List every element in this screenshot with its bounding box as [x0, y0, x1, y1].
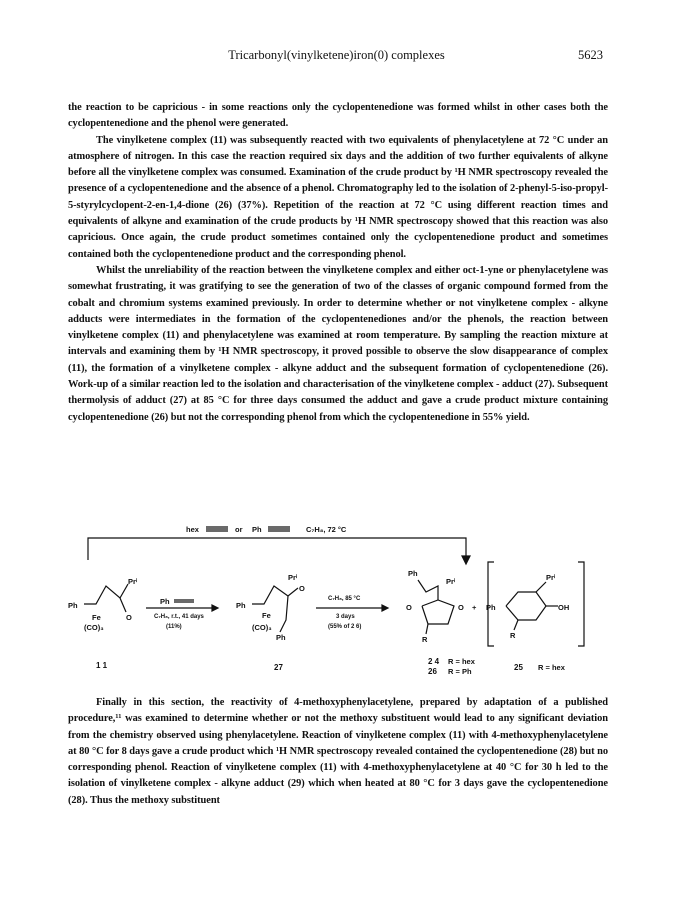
plus-sign: + — [472, 603, 477, 612]
r-hex-label-25: R = hex — [538, 663, 565, 672]
running-title: Tricarbonyl(vinylketene)iron(0) complexes — [228, 48, 445, 62]
step1-reagent: Ph — [160, 597, 170, 606]
atom-o: O — [406, 603, 412, 612]
atom-pr: Prⁱ — [288, 573, 298, 582]
compound-25: 25 — [514, 663, 523, 672]
atom-co3: (CO)₃ — [252, 623, 272, 632]
step2-time: 3 days — [336, 614, 355, 620]
paragraph: Whilst the unreliability of the reaction between the vinylketene complex and either oct-1-yne or phenylacetylene was somewhat frustrating, it was gratifying to see the generation of two of the classes of organic compound formed from the cobalt and chromium systems examined previously. In order to determine whether or not vinylketene complex - alkyne adducts were intermediates in the formation of the cyclopentenediones and/or the phenols, the reaction between vinylketene complex (11) and phenylacetylene was examined at room temperature. By sampling the reaction mixture at intervals and examining them by ¹H NMR spectroscopy, it proved possible to observe the slow disappearance of complex (11), the formation of a vinylketene complex - alkyne adduct and the subsequent formation of cyclopentenedione (26). Work-up of a similar reaction led to the isolation and characterisation of the vinylketene complex - adduct (27). Subsequent thermolysis of adduct (27) at 85 °C for three days consumed the adduct and gave a crude product mixture containing cyclopentenedione (26) but not the corresponding phenol from which the cyclopentenedione in 55% yield. — [68, 264, 608, 423]
bond — [418, 580, 438, 600]
atom-o: O — [126, 613, 132, 622]
atom-ph: Ph — [408, 569, 418, 578]
step1-yield: (11%) — [166, 624, 182, 630]
reaction-scheme — [66, 522, 606, 682]
bypass-arrow — [88, 538, 466, 560]
reagent-or: or — [235, 525, 243, 534]
arrowhead — [212, 605, 218, 611]
compound-24: 2 4 — [428, 657, 440, 666]
paragraph: the reaction to be capricious - in some reactions only the cyclopentenedione was formed whilst in other cases both the cyclopentenedione and the phenol were generated. — [68, 102, 608, 130]
atom-pr: Prⁱ — [546, 573, 556, 582]
body-text-bottom — [68, 695, 608, 809]
ring-bond — [422, 600, 454, 624]
paragraph: Finally in this section, the reactivity of 4-methoxyphenylacetylene, prepared by adaptation of a published procedure,¹¹ was examined to determine whether or not the methoxy substituent would lead to any significant deviation from the chemistry observed using phenylacetylene. Reaction of vinylketene complex (11) with 4-methoxyphenylacetylene at 80 °C for 8 days gave a crude product which ¹H NMR spectroscopy revealed contained the cyclopentenedione (28) but no corresponding phenol. Reaction of vinylketene complex (11) with 4-methoxyphenylacetylene at 40 °C for 30 h led to the isolation of vinylketene complex - alkyne adduct (29) which when heated at 80 °C for 3 days gave the cyclopentenedione (28). Thus the methoxy substituent — [68, 697, 608, 806]
atom-r: R — [510, 631, 516, 640]
bond — [252, 586, 298, 604]
arrowhead — [382, 605, 388, 611]
bond — [514, 620, 518, 630]
atom-ph: Ph — [276, 633, 286, 642]
arrowhead — [462, 556, 470, 564]
atom-pr: Prⁱ — [128, 577, 138, 586]
atom-fe: Fe — [262, 611, 271, 620]
bond — [426, 624, 428, 634]
benzene-ring — [506, 592, 546, 620]
atom-o: O — [458, 603, 464, 612]
top-conditions: C₇H₈, 72 °C — [306, 525, 347, 534]
step1-conditions: C₇H₈, r.t., 41 days — [154, 614, 204, 620]
bond — [120, 598, 126, 612]
atom-ph: Ph — [236, 601, 246, 610]
step2-yield: (55% of 2 6) — [328, 624, 362, 630]
page-header — [0, 48, 673, 68]
atom-ph: Ph — [486, 603, 496, 612]
step2-conditions: C₇H₈, 85 °C — [328, 596, 361, 602]
compound-27: 27 — [274, 663, 283, 672]
compound-11: 1 1 — [96, 661, 108, 670]
atom-o: O — [299, 584, 305, 593]
reagent-ph: Ph — [252, 525, 262, 534]
bracket-right — [578, 562, 584, 646]
r-ph-label: R = Ph — [448, 667, 472, 676]
atom-co3: (CO)₃ — [84, 623, 104, 632]
reagent-hex: hex — [186, 525, 199, 534]
atom-r: R — [422, 635, 428, 644]
atom-pr: Prⁱ — [446, 577, 456, 586]
bond — [280, 596, 288, 632]
bond — [536, 582, 546, 592]
atom-oh: OH — [558, 603, 570, 612]
atom-fe: Fe — [92, 613, 101, 622]
paragraph: The vinylketene complex (11) was subsequently reacted with two equivalents of phenylacetylene at 72 °C under an atmosphere of nitrogen. In this case the reaction required six days and the addition of two further equivalents of alkyne before all the vinylketene complex was consumed. Examination of the crude product by ¹H NMR spectroscopy revealed the presence of a cyclopentenedione and the absence of a phenol. Chromatography led to the isolation of 2-phenyl-5-iso-propyl-5-styrylcyclopent-2-en-1,4-dione (26) (37%). Repetition of the reaction at 72 °C using different reaction times and equivalents of alkyne and examination of the crude products by ¹H NMR spectroscopy showed that this reaction was also capricious. Once again, the crude product sometimes contained only the cyclopentenedione product and sometimes contained both the cyclopentenedione product and the corresponding phenol. — [68, 134, 608, 260]
compound-26: 26 — [428, 667, 437, 676]
body-text-top — [68, 100, 608, 426]
r-hex-label: R = hex — [448, 657, 475, 666]
atom-ph: Ph — [68, 601, 78, 610]
page-number: 5623 — [578, 48, 603, 62]
